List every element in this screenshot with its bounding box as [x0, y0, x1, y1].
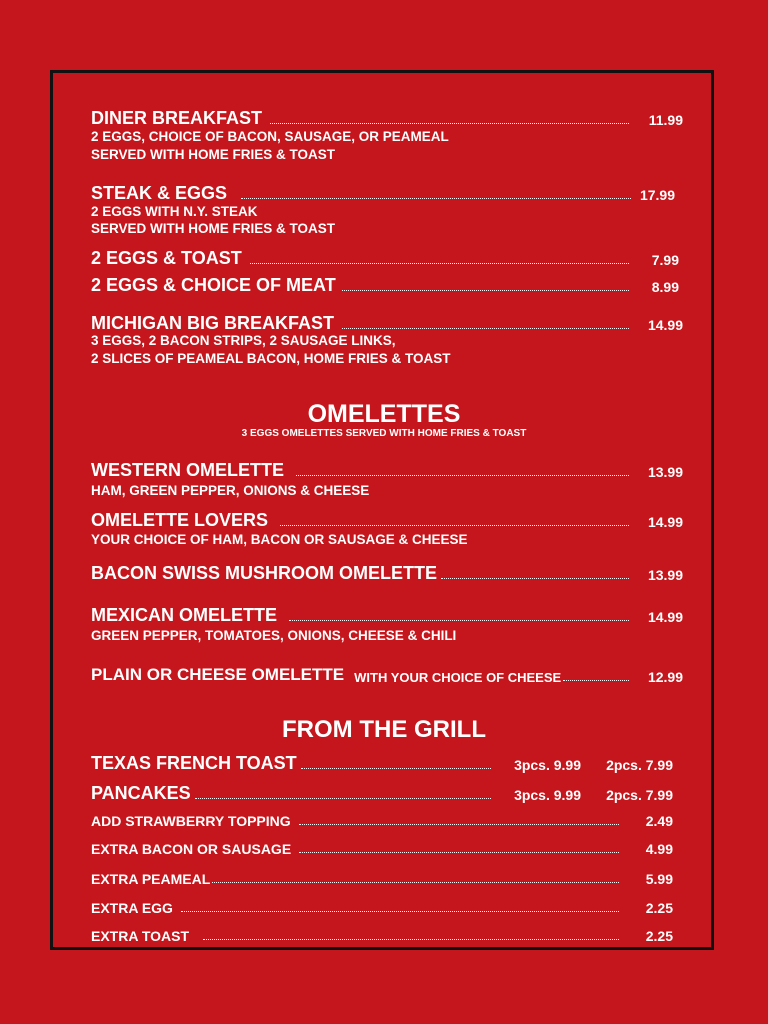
menu-item-strawberry-topping — [91, 813, 673, 829]
dot-leader — [299, 824, 619, 825]
menu-item-texas-french-toast — [91, 753, 673, 773]
item-price: 2.25 — [645, 900, 673, 916]
dot-leader — [212, 882, 619, 883]
section-title-grill: FROM THE GRILL — [282, 716, 486, 743]
item-name: BACON SWISS MUSHROOM OMELETTE — [91, 563, 437, 583]
item-description: GREEN PEPPER, TOMATOES, ONIONS, CHEESE & CHILI — [91, 628, 457, 643]
item-description: SERVED WITH HOME FRIES & TOAST — [91, 221, 336, 236]
item-note: WITH YOUR CHOICE OF CHEESE — [354, 670, 562, 685]
item-name: TEXAS FRENCH TOAST — [91, 753, 297, 773]
item-name: PLAIN OR CHEESE OMELETTE — [91, 665, 345, 684]
item-description: YOUR CHOICE OF HAM, BACON OR SAUSAGE & CHEESE — [91, 532, 468, 547]
item-name: STEAK & EGGS — [91, 183, 228, 203]
menu-item-diner-breakfast — [91, 108, 683, 128]
item-description: 2 EGGS, CHOICE OF BACON, SAUSAGE, OR PEAMEAL — [91, 129, 449, 144]
dot-leader — [280, 525, 629, 526]
item-name: 2 EGGS & TOAST — [91, 248, 242, 268]
dot-leader — [241, 198, 631, 199]
item-price: 14.99 — [647, 514, 683, 530]
item-price-3pcs: 3pcs. 9.99 — [514, 757, 581, 773]
item-description: 2 SLICES OF PEAMEAL BACON, HOME FRIES & TOAST — [91, 351, 451, 366]
item-name: ADD STRAWBERRY TOPPING — [91, 813, 291, 829]
dot-leader — [299, 852, 619, 853]
item-price: 4.99 — [645, 841, 673, 857]
menu-item-pancakes — [91, 783, 673, 803]
dot-leader — [289, 620, 629, 621]
item-price: 2.25 — [645, 928, 673, 944]
item-price-2pcs: 2pcs. 7.99 — [606, 787, 673, 803]
item-description: HAM, GREEN PEPPER, ONIONS & CHEESE — [91, 483, 370, 498]
dot-leader — [195, 798, 491, 799]
item-name: EXTRA EGG — [91, 900, 173, 916]
item-description: SERVED WITH HOME FRIES & TOAST — [91, 147, 336, 162]
item-price: 5.99 — [645, 871, 673, 887]
item-name: EXTRA PEAMEAL — [91, 871, 211, 887]
menu-item-western-omelette — [91, 460, 683, 480]
section-subtitle: 3 EGGS OMELETTES SERVED WITH HOME FRIES & TOAST — [241, 428, 527, 439]
item-name: MEXICAN OMELETTE — [91, 605, 278, 625]
item-name: OMELETTE LOVERS — [91, 510, 269, 530]
item-price: 14.99 — [647, 317, 683, 333]
item-name: EXTRA TOAST — [91, 928, 190, 944]
menu-item-omelette-lovers — [91, 510, 683, 530]
item-price: 7.99 — [651, 252, 679, 268]
item-price: 2.49 — [645, 813, 673, 829]
item-price: 14.99 — [647, 609, 683, 625]
item-price: 8.99 — [651, 279, 679, 295]
item-price-3pcs: 3pcs. 9.99 — [514, 787, 581, 803]
item-price: 12.99 — [647, 669, 683, 685]
dot-leader — [342, 328, 629, 329]
item-name: 2 EGGS & CHOICE OF MEAT — [91, 275, 336, 295]
item-price: 13.99 — [647, 567, 683, 583]
item-price: 17.99 — [639, 187, 675, 203]
dot-leader — [270, 123, 629, 124]
menu-item-eggs-meat — [91, 275, 679, 295]
item-price: 13.99 — [647, 464, 683, 480]
dot-leader — [181, 911, 619, 912]
item-name: WESTERN OMELETTE — [91, 460, 284, 480]
item-description: 2 EGGS WITH N.Y. STEAK — [91, 204, 258, 219]
item-name: EXTRA BACON OR SAUSAGE — [91, 841, 292, 857]
menu-item-mexican-omelette — [91, 605, 683, 625]
item-name: PANCAKES — [91, 783, 191, 803]
menu-item-extra-egg — [91, 900, 673, 916]
dot-leader — [301, 768, 491, 769]
menu-item-extra-toast — [91, 928, 673, 944]
menu-item-eggs-toast — [91, 248, 679, 268]
menu-item-steak-eggs — [91, 183, 675, 203]
menu-item-extra-bacon-sausage — [91, 841, 673, 857]
menu-item-extra-peameal — [91, 871, 673, 887]
dot-leader — [441, 578, 629, 579]
menu-item-michigan-big-breakfast — [91, 313, 683, 333]
item-name: MICHIGAN BIG BREAKFAST — [91, 313, 334, 333]
item-description: 3 EGGS, 2 BACON STRIPS, 2 SAUSAGE LINKS, — [91, 333, 396, 348]
item-price-2pcs: 2pcs. 7.99 — [606, 757, 673, 773]
item-price: 11.99 — [648, 112, 683, 128]
dot-leader — [342, 290, 629, 291]
item-name: DINER BREAKFAST — [91, 108, 263, 128]
dot-leader — [203, 939, 619, 940]
section-title-omelettes: OMELETTES — [307, 400, 461, 428]
dot-leader — [250, 263, 629, 264]
menu-item-bacon-swiss-mushroom — [91, 563, 683, 583]
dot-leader — [563, 680, 629, 681]
menu-item-plain-cheese-omelette — [91, 665, 683, 685]
dot-leader — [296, 475, 629, 476]
